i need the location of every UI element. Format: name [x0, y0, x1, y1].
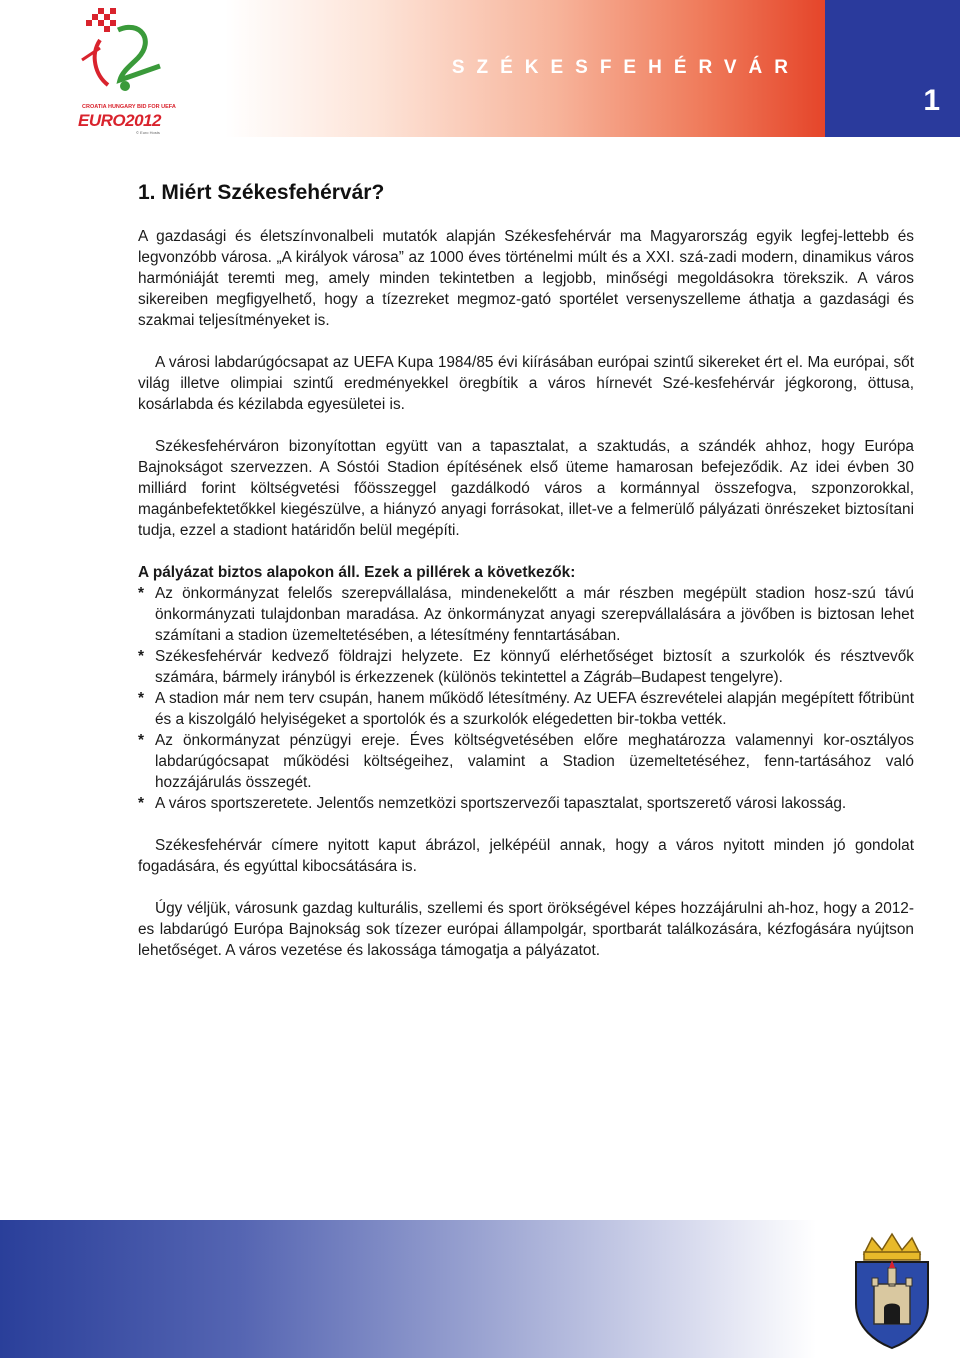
list-item: * Az önkormányzat felelős szerepvállalása, mindenekelőtt a már részben megépült stadion hosz-szú távú önkormányzati tulajdonban maradása. Az önkormányzat anyagi szerepvállalására a jövőben is biztosan lehet számítani a stadion üzemeltetésében, a létesítmény fenntartásában.: [138, 585, 914, 644]
logo-subtitle: CROATIA HUNGARY BID FOR UEFA: [82, 104, 176, 110]
asterisk-bullet-icon: *: [138, 795, 144, 812]
pillars-heading: A pályázat biztos alapokon áll. Ezek a pillérek a következők:: [138, 564, 576, 581]
football-paragraph: A városi labdarúgócsapat az UEFA Kupa 1984/85 évi kiírásában európai szintű sikereket ért el. Ma európai, sőt világ illetve olimpiai szintű eredményekkel öregbítik a város hírnevét Szé-kesfehérvár jégkorong, öttusa, kosárlabda és kézilabda egyesületei is.: [138, 354, 914, 413]
stadium-paragraph: Székesfehérváron bizonyítottan együtt van a tapasztalat, a szaktudás, a szándék ahhoz, hogy Európa Bajnokságot szervezzen. A Sóstói Stadion építésének első üteme hamarosan befejeződik. Az idei évben 30 milliárd forint költségvetési főösszeggel gazdálkodó város a kormánnyal összefogva, szponzorokkal, magánbefektetőkkel kiegészülve, a hiányzó anyagi forrásokat, illet-ve a felmerülő pályázati önrészeket biztosítani tudja, ezzel a stadiont határidőn belül megépíti.: [138, 438, 914, 539]
page-number-box: [825, 0, 960, 137]
page-header: [0, 0, 960, 137]
page-number: 1: [923, 84, 940, 117]
asterisk-bullet-icon: *: [138, 732, 144, 749]
page-title: 1. Miért Székesfehérvár?: [138, 181, 385, 204]
logo-wordmark: EURO2012: [78, 111, 161, 130]
intro-paragraph: A gazdasági és életszínvonalbeli mutatók alapján Székesfehérvár ma Magyarország egyik legfej-lettebb és legvonzóbb városa. „A királyok városa” az 1000 éves történelmi múlt és a XXI. szá-zadi modern, dinamikus város harmóniáját teremti meg, amely minden tekintetben a legjobb, minőségi megoldásokra törekszik. A város sikereiben megfigyelhető, hogy a tízezreket megmoz-gató sportélet versenyszelleme áthatja a gazdasági és szakmai teljesítményeket is.: [138, 228, 914, 329]
logo-small-print: © Euro Hosts: [136, 130, 160, 135]
coat-of-arms-paragraph: Székesfehérvár címere nyitott kaput ábrázol, jelképéül annak, hogy a város nyitott minden jó gondolat fogadására, és egyúttal kibocsátására is.: [138, 837, 914, 875]
city-name: SZÉKESFEHÉRVÁR: [451, 57, 800, 78]
header-gradient-band: [225, 0, 825, 137]
asterisk-bullet-icon: *: [138, 690, 144, 707]
asterisk-bullet-icon: *: [138, 648, 144, 665]
city-crest-icon: [842, 1232, 942, 1350]
closing-paragraph: Úgy véljük, városunk gazdag kulturális, szellemi és sport örökségével képes hozzájárulni ah-hoz, hogy a 2012-es labdarúgó Európa Bajnokság sok tízezer európai állampolgár, sportbarát találkozására, kézfogására nyújtson lehetőséget. A város vezetése és lakossága támogatja a pályázatot.: [138, 900, 914, 959]
asterisk-bullet-icon: *: [138, 585, 144, 602]
list-item: * Székesfehérvár kedvező földrajzi helyzete. Ez könnyű elérhetőséget biztosít a szurkolók és résztvevők számára, bármely irányból is érkezzenek (különös tekintettel a Zágráb–Budapest tengelyre).: [138, 648, 914, 686]
pillars-list: [138, 583, 914, 814]
footer-gradient-band: [0, 1220, 960, 1358]
list-item: * A város sportszeretete. Jelentős nemzetközi sportszervezői tapasztalat, sportszerető városi lakosság.: [138, 795, 847, 812]
list-item: * Az önkormányzat pénzügyi ereje. Éves költségvetésében előre meghatározza valamennyi kor-osztályos labdarúgócsapat működési költségeihez, valamint a Stadion üzemeltetéséhez, fenn-tartásához való hozzájárulás összegét.: [138, 732, 914, 791]
euro2012-logo: [60, 0, 200, 137]
main-content: [138, 180, 914, 961]
list-item: * A stadion már nem terv csupán, hanem működő létesítmény. Az UEFA észrevételei alapján megépített főtribünt és a kiszolgáló helyiségeket a sportolók és a szurkolók elégedetten bir-tokba vették.: [138, 690, 914, 728]
